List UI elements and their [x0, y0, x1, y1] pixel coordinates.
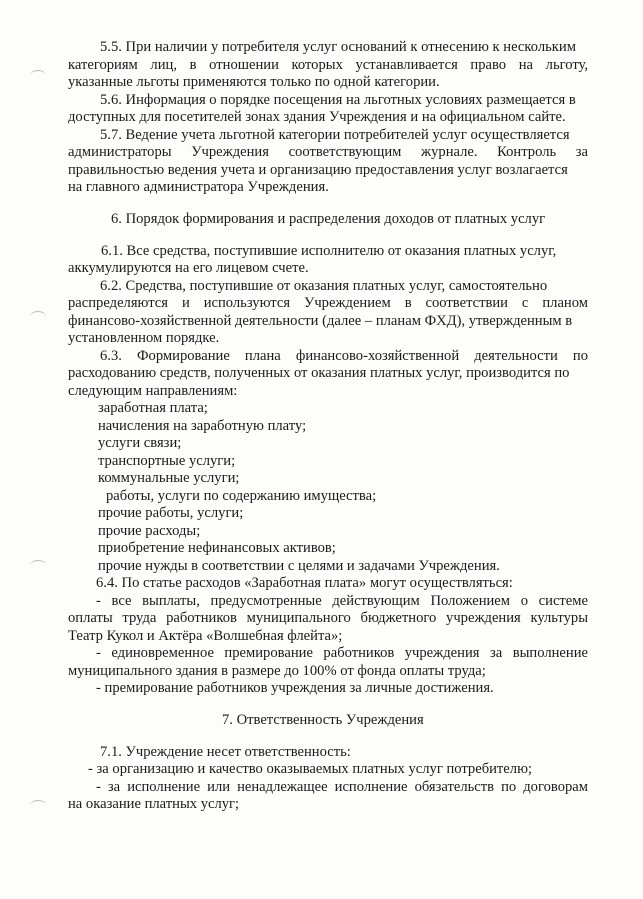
expense-list-item: прочие работы, услуги;: [98, 505, 244, 521]
paragraph-6-4-line: 6.4. По статье расходов «Заработная плата» могут осуществляться:: [96, 575, 513, 591]
expense-list-item: транспортные услуги;: [98, 453, 236, 469]
paragraph-6-4-line: - все выплаты, предусмотренные действующим Положением о системе: [96, 593, 588, 609]
section-7-heading: 7. Ответственность Учреждения: [222, 712, 424, 728]
paragraph-5-5-line: 5.5. При наличии у потребителя услуг оснований к отнесению к нескольким: [100, 39, 576, 55]
paragraph-7-1-line: - за исполнение или ненадлежащее исполнение обязательств по договорам: [96, 779, 588, 795]
paragraph-6-3-line: расходованию средств, полученных от оказания платных услуг, производится по: [68, 365, 570, 381]
paragraph-6-2-line: установленном порядке.: [68, 330, 220, 346]
expense-list-item: коммунальные услуги;: [98, 470, 240, 486]
paragraph-7-1-line: 7.1. Учреждение несет ответственность:: [100, 744, 351, 760]
punch-hole-mark: [30, 311, 46, 322]
paragraph-5-6-line: доступных для посетителей зонах здания Учреждения и на официальном сайте.: [68, 109, 566, 125]
paragraph-5-7-line: на главного администратора Учреждения.: [68, 179, 329, 195]
punch-hole-marks: [0, 0, 60, 899]
paragraph-6-4-line: Театр Кукол и Актёра «Волшебная флейта»;: [68, 628, 343, 644]
expense-list-item: услуги связи;: [98, 435, 182, 451]
paragraph-5-5-line: категориям лиц, в отношении которых устанавливается право на льготу,: [68, 57, 588, 73]
paragraph-6-1-line: 6.1. Все средства, поступившие исполнителю от оказания платных услуг,: [101, 243, 557, 259]
paragraph-6-2-line: распределяются и используются Учреждением в соответствии с планом: [68, 295, 588, 311]
paragraph-6-3-line: следующим направлениям:: [68, 383, 238, 399]
expense-list-item: прочие нужды в соответствии с целями и задачами Учреждения.: [98, 558, 500, 574]
paragraph-6-2-line: финансово-хозяйственной деятельности (далее – планам ФХД), утвержденным в: [68, 313, 573, 329]
expense-list-item: работы, услуги по содержанию имущества;: [106, 488, 377, 504]
paragraph-5-5-line: указанные льготы применяются только по одной категории.: [68, 74, 440, 90]
paragraph-5-7-line: администраторы Учреждения соответствующим журнале. Контроль за: [68, 144, 588, 160]
paragraph-7-1-line: - за организацию и качество оказываемых платных услуг потребителю;: [88, 761, 533, 777]
paragraph-6-4-line: - единовременное премирование работников учреждения за выполнение: [96, 645, 588, 661]
expense-list-item: прочие расходы;: [98, 523, 201, 539]
section-6-heading: 6. Порядок формирования и распределения доходов от платных услуг: [111, 211, 546, 227]
expense-list-item: заработная плата;: [98, 400, 208, 416]
paragraph-6-4-line: - премирование работников учреждения за личные достижения.: [96, 680, 494, 696]
paragraph-6-1-line: аккумулируются на его лицевом счете.: [68, 260, 309, 276]
paragraph-5-7-line: 5.7. Ведение учета льготной категории потребителей услуг осуществляется: [100, 127, 570, 143]
paragraph-5-7-line: правильностью ведения учета и организацию предоставления услуг возлагается: [68, 162, 568, 178]
paragraph-5-6-line: 5.6. Информация о порядке посещения на льготных условиях размещается в: [100, 92, 576, 108]
paragraph-6-3-line: 6.3. Формирование плана финансово-хозяйственной деятельности по: [100, 348, 588, 364]
paragraph-7-1-line: на оказание платных услуг;: [68, 796, 240, 812]
expense-list-item: приобретение нефинансовых активов;: [98, 540, 336, 556]
punch-hole-mark: [30, 560, 46, 571]
paragraph-6-4-line: оплаты труда работников муниципального бюджетного учреждения культуры: [68, 610, 588, 626]
punch-hole-mark: [30, 70, 46, 81]
punch-hole-mark: [30, 800, 46, 811]
paragraph-6-4-line: муниципального здания в размере до 100% от фонда оплаты труда;: [68, 663, 486, 679]
paragraph-6-2-line: 6.2. Средства, поступившие от оказания платных услуг, самостоятельно: [100, 278, 548, 294]
expense-list-item: начисления на заработную плату;: [98, 418, 307, 434]
